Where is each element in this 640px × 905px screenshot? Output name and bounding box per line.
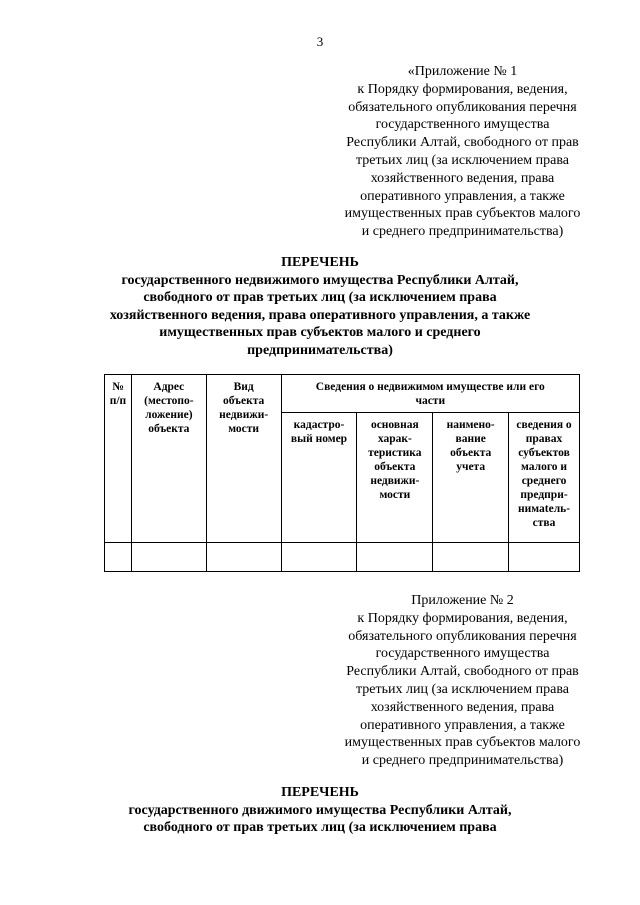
appendix-2-line: и среднего предпринимательства) [361, 753, 564, 769]
header-text: недвижи- [370, 475, 420, 487]
header-text: вание [455, 433, 486, 445]
header-cadastral-number [281, 413, 357, 543]
appendix-2-line: Республики Алтай, свободного от прав [346, 664, 579, 680]
appendix-2-line: хозяйственного ведения, права [370, 699, 555, 715]
header-text: Адрес [153, 381, 185, 393]
header-text: наимено- [446, 419, 495, 431]
appendix-1-line: и среднего предпринимательства) [361, 224, 564, 240]
header-text: (местопо- [144, 395, 194, 407]
appendix-1-line: государственного имущества [375, 117, 550, 133]
header-text: мости [228, 423, 260, 435]
table-cell [105, 543, 132, 572]
appendix-2-line: оперативного управления, а также [360, 717, 565, 733]
table-row [105, 543, 580, 572]
table-cell [357, 543, 433, 572]
header-text: объекта [148, 423, 190, 435]
header-text: среднего [521, 475, 567, 487]
header-text: малого и [521, 461, 568, 473]
appendix-2-line: Приложение № 2 [411, 593, 514, 608]
appendix-1-line: третьих лиц (за исключением права [356, 152, 569, 168]
list-1-subtitle-line: свободного от прав третьих лиц (за исключением права [143, 290, 497, 305]
table-cell [433, 543, 509, 572]
header-text: кадастро- [293, 419, 345, 431]
header-text: предпри- [520, 489, 568, 501]
header-object-name [433, 413, 509, 543]
header-address [131, 375, 206, 543]
table-cell [509, 543, 580, 572]
appendix-2-line: обязательного опубликования перечня [348, 628, 577, 644]
header-text: объекта [374, 461, 416, 473]
header-main-characteristic [357, 413, 433, 543]
header-text: части [415, 395, 446, 407]
list-1-title: ПЕРЕЧЕНЬ [281, 255, 359, 270]
appendix-1-line: хозяйственного ведения, права [370, 170, 555, 186]
header-sme-rights [509, 413, 580, 543]
header-text: п/п [109, 395, 127, 407]
appendix-1-line: имущественных прав субъектов малого [344, 206, 581, 222]
appendix-1-caption [300, 63, 625, 241]
list-1-subtitle-line: государственного недвижимого имущества Республики Алтай, [121, 272, 519, 288]
list-2-subtitle-line: свободного от прав третьих лиц (за исключением права [143, 820, 497, 835]
header-text: нимatель- [517, 503, 571, 515]
header-property-info-group [281, 375, 579, 413]
page-number: 3 [316, 34, 324, 49]
appendix-1-line: обязательного опубликования перечня [348, 99, 577, 115]
header-number [105, 375, 132, 543]
appendix-2-line: имущественных прав субъектов малого [344, 735, 581, 751]
list-2-title: ПЕРЕЧЕНЬ [281, 785, 359, 800]
header-text: ства [532, 517, 556, 529]
table-cell [281, 543, 357, 572]
header-text: объекта [450, 447, 492, 459]
list-2-subtitle-line: государственного движимого имущества Республики Алтай, [128, 802, 512, 818]
appendix-1-line: к Порядку формирования, ведения, [357, 81, 568, 97]
list-1-subtitle-line: предпринимательства) [247, 342, 393, 358]
header-text: учета [456, 461, 486, 473]
appendix-2-line: к Порядку формирования, ведения, [357, 610, 568, 626]
header-text: теристика [368, 447, 422, 459]
appendix-2-line: государственного имущества [375, 646, 550, 662]
table-cell [131, 543, 206, 572]
table-cell [206, 543, 281, 572]
header-property-type [206, 375, 281, 543]
list-1-heading [0, 254, 640, 359]
header-text: правах [525, 433, 563, 445]
header-text: недвижи- [219, 409, 269, 421]
header-text: Сведения о недвижимом имуществе или его [315, 381, 545, 393]
appendix-2-caption [300, 592, 625, 770]
header-text: Вид [233, 381, 254, 393]
appendix-1-line: оперативного управления, а также [360, 188, 565, 204]
header-text: харак- [377, 433, 412, 445]
real-estate-registry-table [104, 374, 580, 572]
header-text: мости [379, 489, 411, 501]
header-text: объекта [223, 395, 265, 407]
list-1-subtitle-line: имущественных прав субъектов малого и среднего [159, 325, 481, 340]
appendix-1-line: Республики Алтай, свободного от прав [346, 135, 579, 151]
list-2-heading [0, 784, 640, 837]
appendix-1-line: «Приложение № 1 [407, 64, 518, 79]
header-text: сведения о [516, 419, 572, 431]
header-text: вый номер [290, 433, 348, 445]
appendix-2-line: третьих лиц (за исключением права [356, 681, 569, 697]
list-1-subtitle-line: хозяйственного ведения, права оперативного управления, а также [109, 307, 531, 323]
header-text: основная [370, 419, 419, 431]
header-text: субъектов [518, 447, 570, 459]
header-text: ложение) [145, 409, 193, 421]
header-text: № [112, 381, 124, 393]
